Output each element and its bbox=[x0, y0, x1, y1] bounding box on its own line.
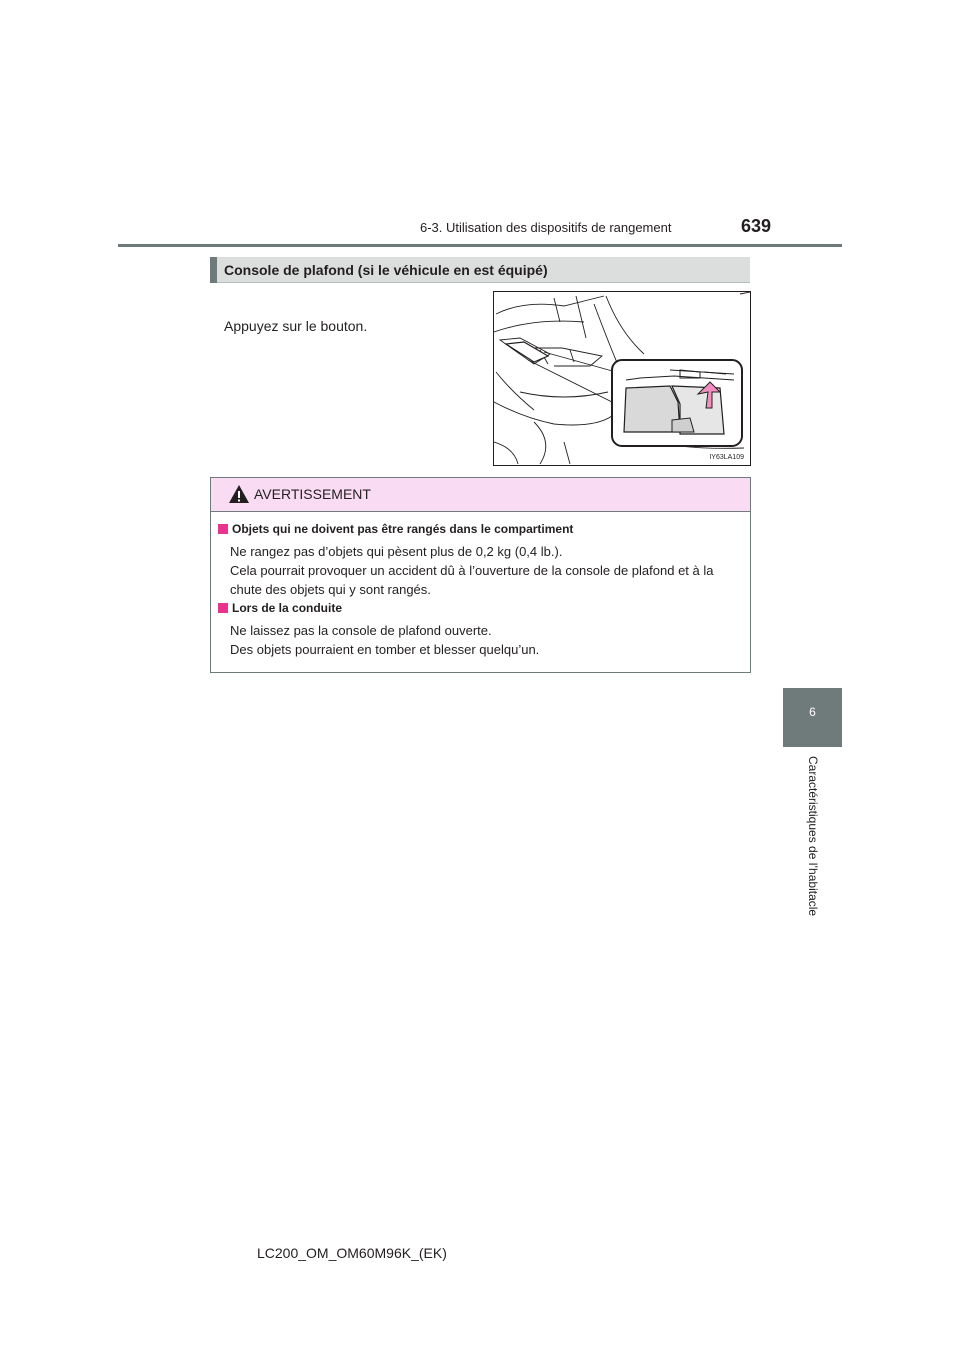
instruction-text: Appuyez sur le bouton. bbox=[224, 318, 368, 334]
manual-code: LC200_OM_OM60M96K_(EK) bbox=[257, 1245, 447, 1261]
header-section-title: 6-3. Utilisation des dispositifs de rangement bbox=[420, 220, 672, 235]
section-heading-accent bbox=[210, 257, 217, 283]
pink-square-bullet-icon bbox=[218, 524, 228, 534]
warning-item-text: Ne rangez pas d’objets qui pèsent plus de 0,2 kg (0,4 lb.). Cela pourrait provoquer un accident dû à l’ouverture de la console de plafond et à la chute des objets qui y sont rangés. bbox=[230, 544, 714, 597]
page-number: 639 bbox=[741, 216, 772, 236]
warning-triangle-icon bbox=[228, 484, 250, 504]
chapter-tab-label: Caractéristiques de l’habitacle bbox=[806, 756, 820, 917]
warning-item-text: Ne laissez pas la console de plafond ouverte. Des objets pourraient en tomber et blesser quelqu’un. bbox=[230, 623, 540, 657]
warning-item-heading: Objets qui ne doivent pas être rangés dans le compartiment bbox=[218, 522, 573, 536]
overhead-console-illustration bbox=[493, 291, 751, 466]
chapter-tab-number: 6 bbox=[809, 705, 816, 719]
figure-code: IY63LA109 bbox=[709, 454, 744, 461]
warning-item-heading: Lors de la conduite bbox=[218, 601, 342, 615]
warning-box bbox=[210, 477, 751, 673]
header-divider bbox=[118, 244, 842, 247]
warning-header bbox=[211, 478, 750, 512]
pink-square-bullet-icon bbox=[218, 603, 228, 613]
section-title: Console de plafond (si le véhicule en est équipé) bbox=[224, 262, 548, 278]
warning-title: AVERTISSEMENT bbox=[254, 486, 371, 502]
console-drawing bbox=[494, 292, 750, 465]
